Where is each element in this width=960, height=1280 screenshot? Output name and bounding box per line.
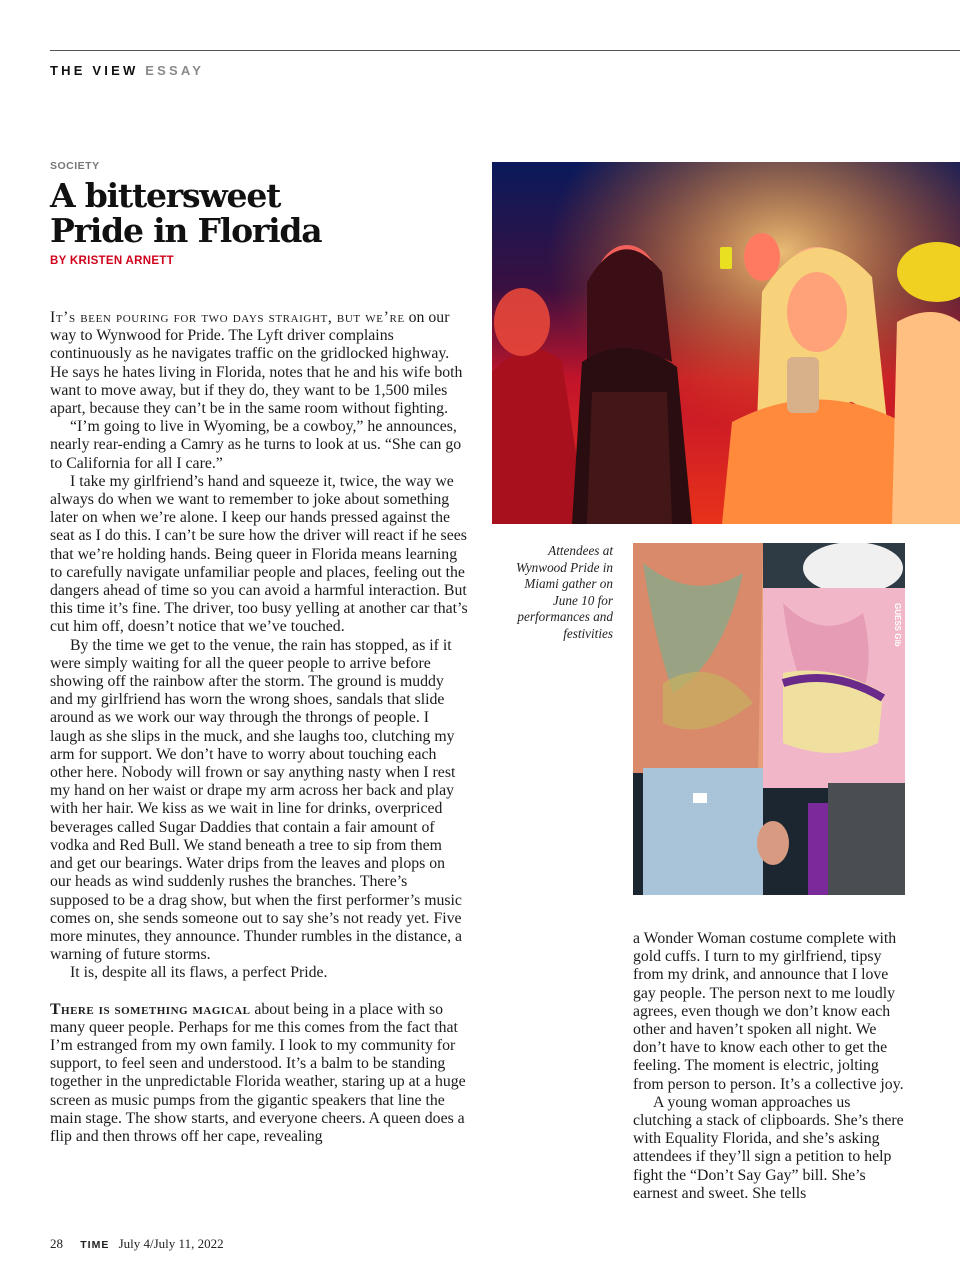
section-header	[50, 63, 204, 78]
magazine-name: TIME	[80, 1239, 110, 1251]
lead-in: There is something magical	[50, 1000, 251, 1018]
paragraph	[50, 1001, 468, 1147]
photo-caption: Attendees at Wynwood Pride in Miami gather on June 10 for performances and festivities	[516, 543, 613, 641]
paragraph: A young woman approaches us clutching a stack of clipboards. She’s there with Equality Florida, and she’s asking attendees if they’ll sign a petition to help fight the “Don’t Say Gay” bill. She’s earnest and sweet. She tells	[633, 1093, 904, 1202]
byline: BY KRISTEN ARNETT	[50, 255, 174, 267]
bag-strap-print: GUESS Gib	[893, 603, 902, 647]
paragraph: I take my girlfriend’s hand and squeeze it, twice, the way we always do when we want to remember to joke about something later on when we’re alone. I keep our hands pressed against the seat as I do this. I can’t be sure how the driver will react if he sees that we’re holding hands. Being queer in Florida means learning to carefully navigate unfamiliar people and places, feeling out the dangers ahead of time so you can avoid a harmful interaction. But this time it’s fine. The driver, too busy yelling at another car that’s cut him off, doesn’t notice that we’ve touched.	[50, 472, 468, 636]
paragraph: “I’m going to live in Wyoming, be a cowboy,” he announces, nearly rear-ending a Camry as he turns to look at us. “She can go to California for all I care.”	[50, 418, 462, 472]
section-primary: THE VIEW	[50, 63, 139, 78]
headline-line-2: Pride in Florida	[50, 211, 322, 250]
paragraph: By the time we get to the venue, the rain has stopped, as if it were simply waiting for all the queer people to arrive before showing off the rainbow after the storm. The ground is muddy and my girlfriend has worn the wrong shoes, sandals that slide around as we work our way through the throngs of people. I laugh as she slips in the muck, and she laughs too, clutching my arm for support. We don’t have to worry about touching each other here. Nobody will frown or say anything nasty when I rest my hand on her waist or drape my arm across her back and play with her hair. We kiss as we wait in line for drinks, overpriced beverages called Sugar Daddies that contain a fair amount of vodka and Red Bull. We stand beneath a tree to sip from them and get our bearings. Water drips from the leaves and plops on our heads as wind suddenly rushes the branches. There’s supposed to be a drag show, but when the first performer’s music comes on, she sends someone out to say she’s not ready yet. Five more minutes, they announce. Thunder rumbles in the distance, a warning of future storms.	[50, 636, 463, 964]
issue-date: July 4/July 11, 2022	[118, 1236, 224, 1251]
article-headline	[50, 178, 470, 248]
headline-line-1: A bittersweet	[50, 176, 281, 215]
hands-photo	[633, 543, 905, 895]
paragraph: It is, despite all its flaws, a perfect Pride.	[70, 964, 328, 982]
section-secondary: ESSAY	[145, 63, 205, 78]
page-footer	[50, 1236, 224, 1252]
paragraph-text: on our way to Wynwood for Pride. The Lyft driver complains continuously as he navigates traffic on the gridlocked highway. He says he hates living in Florida, notes that he and his wife both want to move away, but if they do, they want to be 1,500 miles apart, because they can’t be in the same room without fighting.	[50, 309, 463, 418]
crowd-photo	[492, 162, 960, 524]
lead-in: It’s been pouring for two days straight, but we’re	[50, 309, 405, 326]
body-column-2	[633, 930, 908, 1203]
top-rule	[50, 50, 960, 51]
paragraph	[50, 309, 468, 418]
page-number: 28	[50, 1236, 63, 1251]
article-kicker: SOCIETY	[50, 160, 100, 172]
paragraph: a Wonder Woman costume complete with gold cuffs. I turn to my girlfriend, tipsy from my drink, and announce that I love gay people. The person next to me loudly agrees, even though we don’t know each other and haven’t spoken all night. We don’t have to know each other to get the feeling. The moment is electric, jolting from person to person. It’s a collective joy.	[633, 930, 904, 1093]
body-column-1	[50, 309, 468, 1146]
paragraph-text: about being in a place with so many queer people. Perhaps for me this comes from the fact that I’m estranged from my own family. I look to my community for support, to feel seen and understood. It’s a balm to be standing together in the unpredictable Florida weather, staring up at a huge screen as music pumps from the gigantic speakers that line the main stage. The show starts, and everyone cheers. A queen does a flip and then throws off her cape, revealing	[50, 1000, 466, 1145]
